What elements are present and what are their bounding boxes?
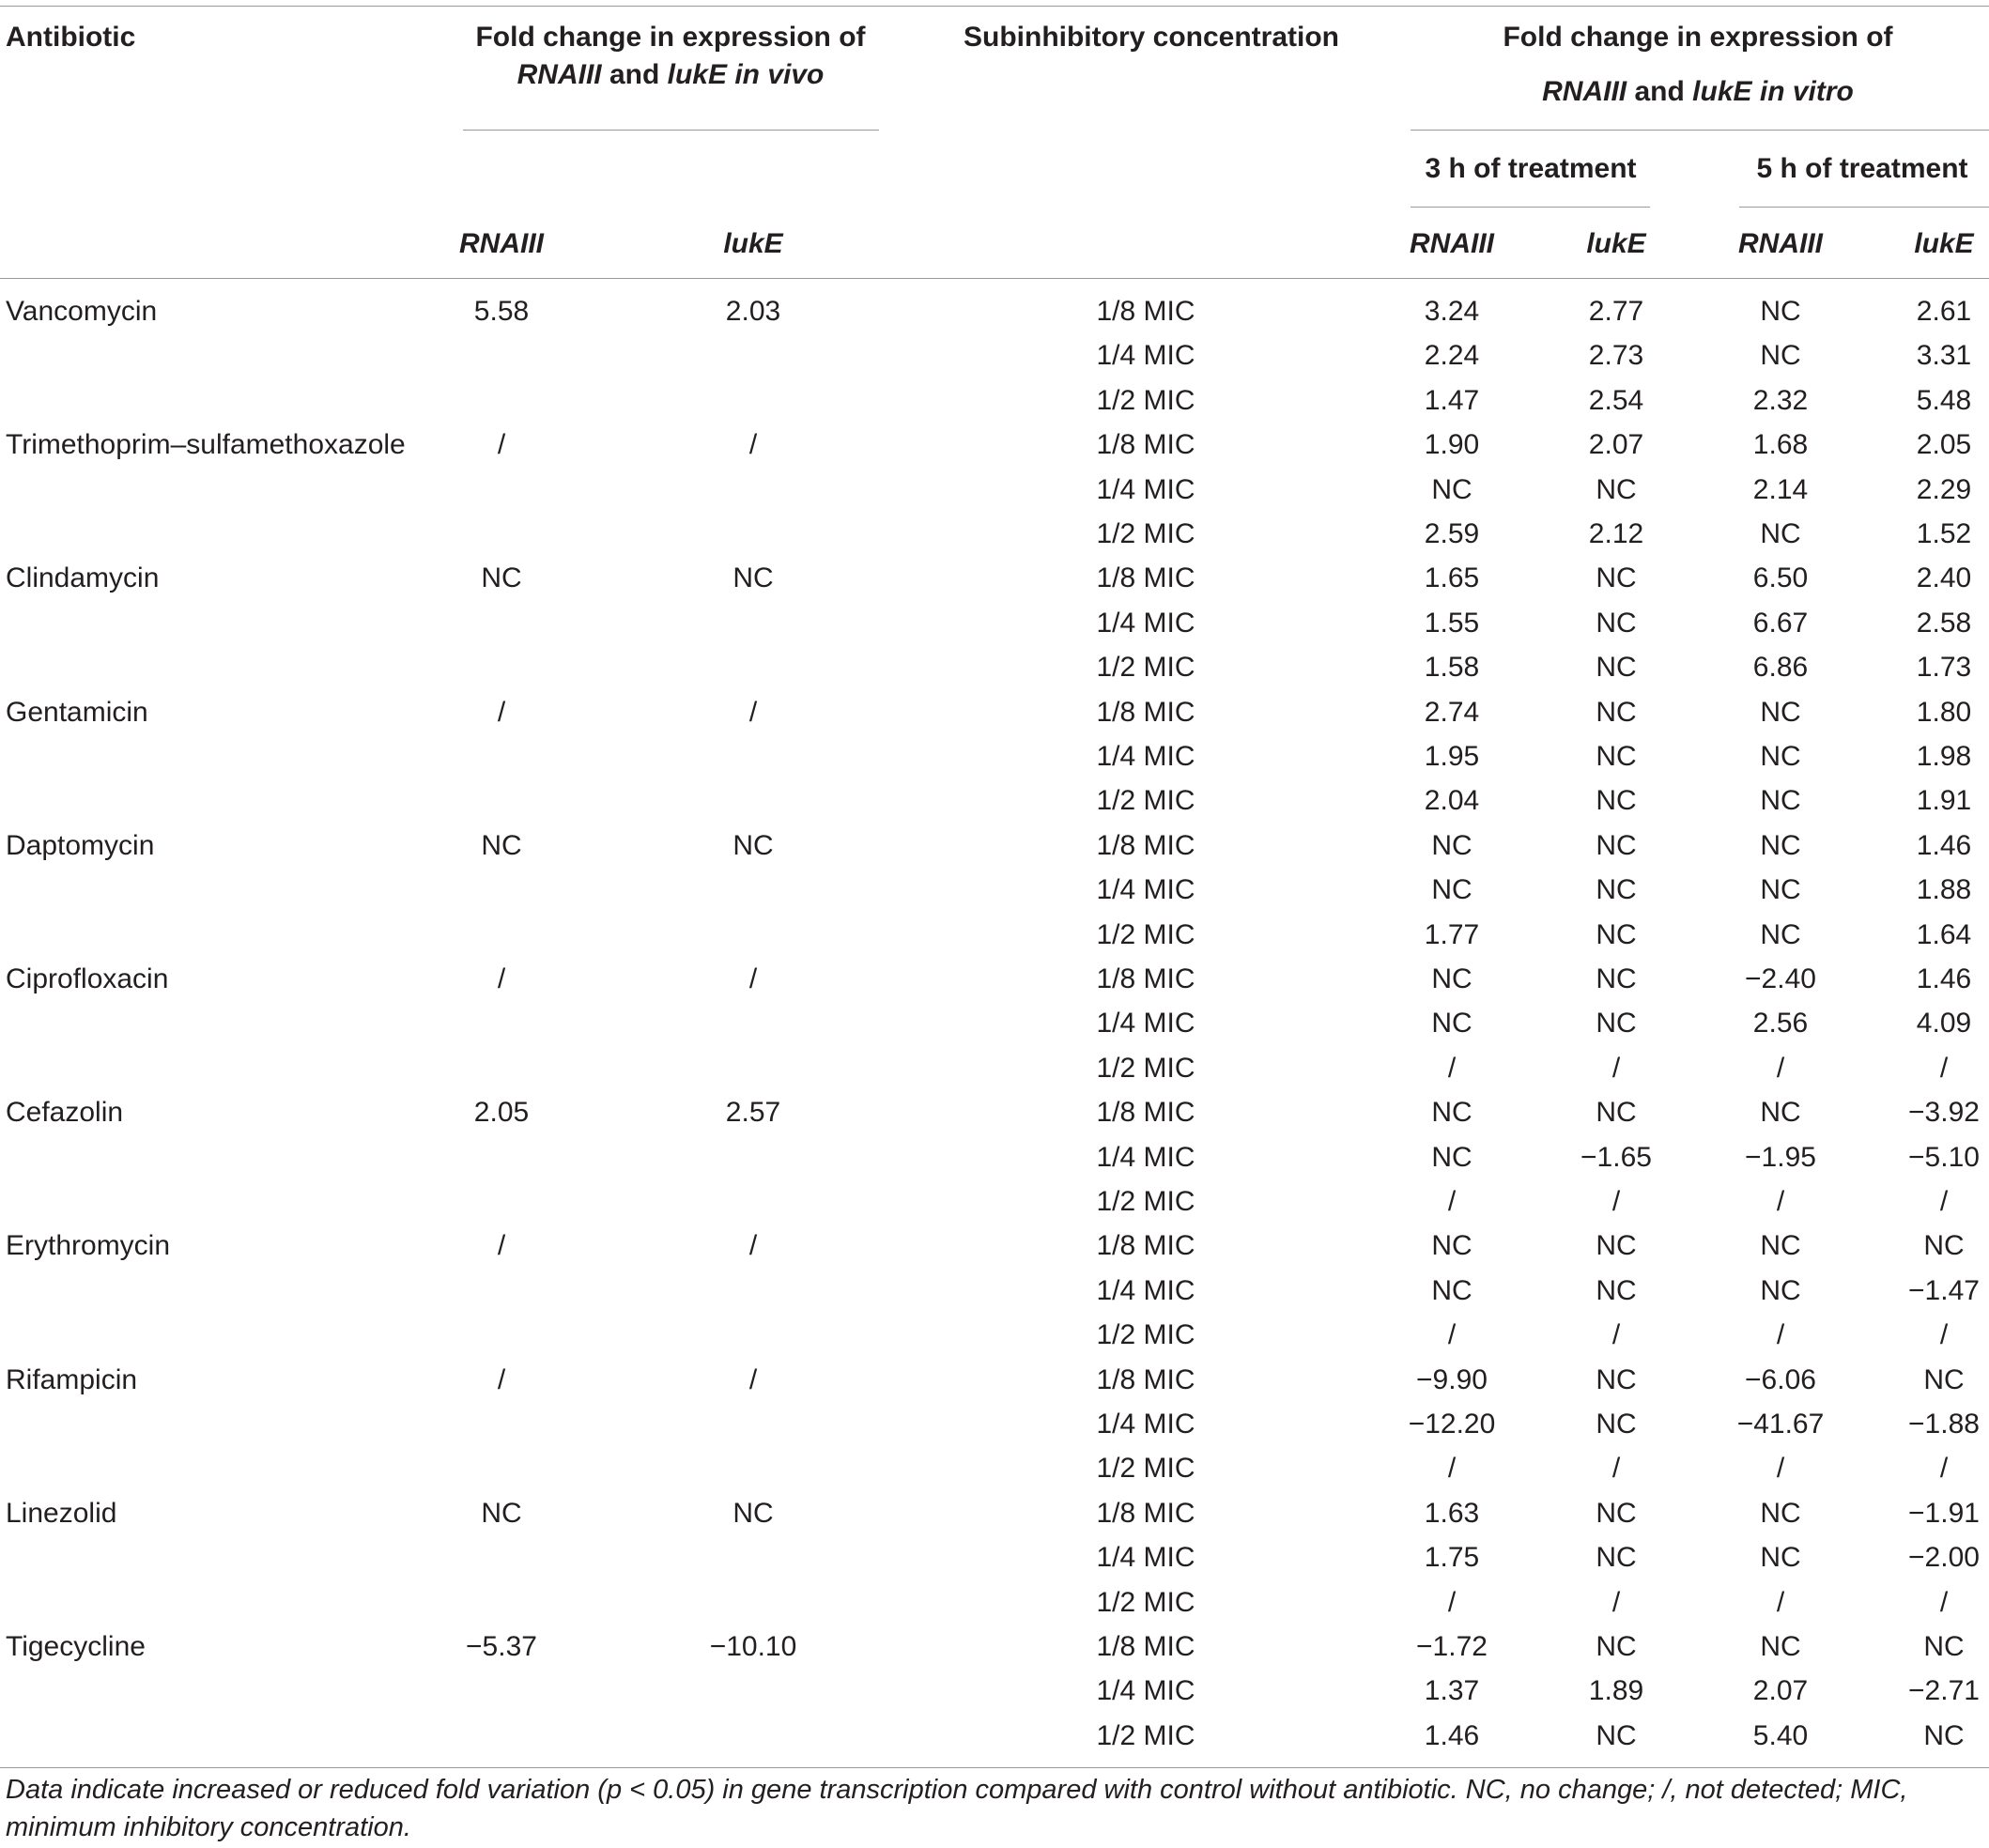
- cell-3h-luke: 2.73: [1588, 340, 1644, 372]
- cell-5h-luke: −2.00: [1908, 1542, 1980, 1574]
- table-footnote: Data indicate increased or reduced fold variation (p < 0.05) in gene transcription compared with control without antibiotic. NC, no change; /, not detected; MIC, minimum inhibitory concentration.: [6, 1775, 1908, 1842]
- cell-3h-luke: NC: [1596, 963, 1637, 994]
- cell-5h-rnaiii: NC: [1760, 1631, 1801, 1662]
- cell-5h-luke: 3.31: [1916, 340, 1972, 372]
- cell-5h-rnaiii: /: [1776, 1052, 1785, 1084]
- cell-vivo-rnaiii: /: [497, 1363, 506, 1395]
- cell-5h-luke: 2.61: [1916, 296, 1972, 327]
- cell-concentration: 1/2 MIC: [1096, 1052, 1195, 1084]
- header-3h-rnaiii: RNAIII: [1410, 228, 1494, 259]
- header-bottom-rule: [0, 278, 1989, 279]
- cell-concentration: 1/4 MIC: [1096, 473, 1195, 505]
- cell-concentration: 1/2 MIC: [1096, 1319, 1195, 1351]
- cell-3h-rnaiii: /: [1447, 1186, 1457, 1217]
- cell-concentration: 1/4 MIC: [1096, 607, 1195, 639]
- cell-vivo-luke: /: [748, 963, 758, 994]
- cell-5h-rnaiii: NC: [1760, 741, 1801, 772]
- cell-concentration: 1/4 MIC: [1096, 1409, 1195, 1440]
- cell-concentration: 1/4 MIC: [1096, 1542, 1195, 1574]
- cell-5h-luke: −3.92: [1908, 1097, 1980, 1129]
- cell-vivo-luke: NC: [732, 562, 774, 594]
- antibiotic-name: Rifampicin: [6, 1363, 138, 1395]
- cell-3h-rnaiii: /: [1447, 1052, 1457, 1084]
- antibiotic-name: Tigecycline: [6, 1631, 146, 1662]
- cell-3h-rnaiii: 1.65: [1424, 562, 1480, 594]
- header-vivo-luke: lukE: [723, 228, 783, 259]
- cell-3h-rnaiii: 1.90: [1424, 429, 1480, 461]
- cell-3h-rnaiii: NC: [1431, 1008, 1472, 1040]
- cell-5h-rnaiii: /: [1776, 1319, 1785, 1351]
- cell-3h-luke: NC: [1596, 1542, 1637, 1574]
- cell-5h-rnaiii: NC: [1760, 1097, 1801, 1129]
- header-in-vitro-line2: RNAIII and lukE in vitro: [1542, 76, 1854, 107]
- top-rule: [0, 6, 1989, 7]
- cell-5h-rnaiii: NC: [1760, 518, 1801, 549]
- cell-5h-luke: 2.58: [1916, 607, 1972, 639]
- cell-vivo-rnaiii: 5.58: [473, 296, 530, 327]
- cell-3h-luke: NC: [1596, 874, 1637, 906]
- cell-concentration: 1/2 MIC: [1096, 1719, 1195, 1751]
- antibiotic-name: Ciprofloxacin: [6, 963, 169, 994]
- cell-3h-rnaiii: NC: [1431, 1141, 1472, 1173]
- cell-3h-rnaiii: 2.24: [1424, 340, 1480, 372]
- cell-3h-luke: /: [1611, 1052, 1621, 1084]
- cell-3h-rnaiii: NC: [1431, 874, 1472, 906]
- cell-5h-luke: 2.05: [1916, 429, 1972, 461]
- cell-3h-luke: −1.65: [1580, 1141, 1652, 1173]
- cell-3h-luke: 1.89: [1588, 1675, 1644, 1707]
- cell-3h-luke: NC: [1596, 652, 1637, 684]
- cell-concentration: 1/4 MIC: [1096, 741, 1195, 772]
- cell-5h-luke: /: [1939, 1586, 1949, 1618]
- cell-5h-rnaiii: NC: [1760, 340, 1801, 372]
- cell-3h-rnaiii: /: [1447, 1586, 1457, 1618]
- cell-vivo-luke: NC: [732, 829, 774, 861]
- cell-5h-rnaiii: /: [1776, 1586, 1785, 1618]
- header-3h-luke: lukE: [1586, 228, 1646, 259]
- cell-5h-rnaiii: NC: [1760, 785, 1801, 817]
- cell-3h-rnaiii: 1.75: [1424, 1542, 1480, 1574]
- cell-3h-luke: NC: [1596, 741, 1637, 772]
- cell-5h-rnaiii: NC: [1760, 829, 1801, 861]
- cell-vivo-luke: /: [748, 1230, 758, 1262]
- cell-concentration: 1/2 MIC: [1096, 1453, 1195, 1485]
- body-bottom-rule: [0, 1767, 1989, 1768]
- cell-concentration: 1/4 MIC: [1096, 1274, 1195, 1306]
- cell-3h-luke: NC: [1596, 607, 1637, 639]
- antibiotic-name: Vancomycin: [6, 296, 158, 327]
- cell-5h-rnaiii: −1.95: [1745, 1141, 1816, 1173]
- cell-3h-luke: /: [1611, 1586, 1621, 1618]
- cell-vivo-rnaiii: NC: [481, 1497, 522, 1529]
- cell-5h-luke: 2.29: [1916, 473, 1972, 505]
- cell-3h-rnaiii: 1.77: [1424, 918, 1480, 950]
- cell-concentration: 1/8 MIC: [1096, 1631, 1195, 1662]
- cell-5h-rnaiii: 6.86: [1752, 652, 1809, 684]
- cell-3h-luke: NC: [1596, 1363, 1637, 1395]
- cell-5h-luke: 1.91: [1916, 785, 1972, 817]
- cell-vivo-rnaiii: /: [497, 963, 506, 994]
- cell-vivo-luke: −10.10: [709, 1631, 797, 1662]
- antibiotic-name: Daptomycin: [6, 829, 155, 861]
- cell-vivo-luke: 2.03: [725, 296, 781, 327]
- cell-5h-luke: −2.71: [1908, 1675, 1980, 1707]
- cell-concentration: 1/8 MIC: [1096, 1497, 1195, 1529]
- cell-concentration: 1/2 MIC: [1096, 518, 1195, 549]
- cell-3h-luke: NC: [1596, 1230, 1637, 1262]
- cell-5h-rnaiii: −6.06: [1745, 1363, 1816, 1395]
- cell-5h-luke: −5.10: [1908, 1141, 1980, 1173]
- cell-vivo-rnaiii: NC: [481, 562, 522, 594]
- cell-3h-luke: NC: [1596, 562, 1637, 594]
- in-vivo-group-rule: [463, 130, 879, 131]
- cell-5h-rnaiii: NC: [1760, 296, 1801, 327]
- cell-3h-luke: NC: [1596, 1719, 1637, 1751]
- cell-5h-luke: NC: [1923, 1363, 1965, 1395]
- cell-3h-rnaiii: NC: [1431, 473, 1472, 505]
- cell-5h-luke: 1.46: [1916, 963, 1972, 994]
- cell-3h-rnaiii: 2.74: [1424, 696, 1480, 728]
- cell-5h-rnaiii: 6.50: [1752, 562, 1809, 594]
- cell-3h-rnaiii: 1.46: [1424, 1719, 1480, 1751]
- cell-5h-luke: NC: [1923, 1719, 1965, 1751]
- cell-5h-rnaiii: 2.14: [1752, 473, 1809, 505]
- cell-3h-luke: NC: [1596, 696, 1637, 728]
- cell-5h-rnaiii: NC: [1760, 874, 1801, 906]
- cell-concentration: 1/4 MIC: [1096, 1141, 1195, 1173]
- cell-5h-luke: 1.80: [1916, 696, 1972, 728]
- cell-5h-luke: −1.91: [1908, 1497, 1980, 1529]
- cell-5h-rnaiii: NC: [1760, 696, 1801, 728]
- cell-3h-rnaiii: 1.55: [1424, 607, 1480, 639]
- cell-5h-rnaiii: NC: [1760, 1230, 1801, 1262]
- cell-concentration: 1/2 MIC: [1096, 785, 1195, 817]
- cell-3h-luke: /: [1611, 1319, 1621, 1351]
- cell-concentration: 1/8 MIC: [1096, 296, 1195, 327]
- cell-5h-luke: 1.73: [1916, 652, 1972, 684]
- cell-5h-rnaiii: NC: [1760, 1497, 1801, 1529]
- cell-5h-luke: 4.09: [1916, 1008, 1972, 1040]
- cell-concentration: 1/4 MIC: [1096, 1008, 1195, 1040]
- header-in-vivo-line1: Fold change in expression of: [475, 22, 866, 53]
- cell-3h-luke: NC: [1596, 473, 1637, 505]
- header-in-vivo-line2: RNAIII and lukE in vivo: [517, 59, 825, 90]
- in-vitro-group-rule: [1411, 130, 1989, 131]
- cell-3h-luke: /: [1611, 1186, 1621, 1217]
- cell-5h-luke: 1.46: [1916, 829, 1972, 861]
- cell-concentration: 1/8 MIC: [1096, 829, 1195, 861]
- header-antibiotic: Antibiotic: [6, 22, 136, 53]
- cell-3h-rnaiii: NC: [1431, 1230, 1472, 1262]
- cell-5h-luke: /: [1939, 1186, 1949, 1217]
- cell-5h-rnaiii: 5.40: [1752, 1719, 1809, 1751]
- cell-3h-rnaiii: 1.37: [1424, 1675, 1480, 1707]
- cell-concentration: 1/8 MIC: [1096, 963, 1195, 994]
- cell-vivo-luke: /: [748, 1363, 758, 1395]
- cell-vivo-rnaiii: /: [497, 1230, 506, 1262]
- cell-3h-luke: 2.77: [1588, 296, 1644, 327]
- cell-3h-rnaiii: 1.58: [1424, 652, 1480, 684]
- cell-concentration: 1/2 MIC: [1096, 1186, 1195, 1217]
- cell-3h-luke: /: [1611, 1453, 1621, 1485]
- cell-concentration: 1/8 MIC: [1096, 696, 1195, 728]
- cell-vivo-luke: NC: [732, 1497, 774, 1529]
- cell-3h-rnaiii: −12.20: [1408, 1409, 1496, 1440]
- antibiotic-name: Trimethoprim–sulfamethoxazole: [6, 429, 406, 461]
- antibiotic-name: Clindamycin: [6, 562, 160, 594]
- cell-3h-luke: NC: [1596, 829, 1637, 861]
- header-in-vitro-line1: Fold change in expression of: [1503, 22, 1893, 53]
- antibiotic-name: Cefazolin: [6, 1097, 124, 1129]
- cell-5h-rnaiii: 1.68: [1752, 429, 1809, 461]
- cell-5h-luke: 1.88: [1916, 874, 1972, 906]
- cell-5h-rnaiii: 2.56: [1752, 1008, 1809, 1040]
- cell-3h-rnaiii: 1.47: [1424, 384, 1480, 416]
- cell-concentration: 1/8 MIC: [1096, 1097, 1195, 1129]
- cell-3h-luke: NC: [1596, 918, 1637, 950]
- antibiotic-name: Erythromycin: [6, 1230, 171, 1262]
- cell-3h-luke: NC: [1596, 785, 1637, 817]
- cell-vivo-rnaiii: NC: [481, 829, 522, 861]
- cell-concentration: 1/4 MIC: [1096, 1675, 1195, 1707]
- cell-vivo-luke: /: [748, 429, 758, 461]
- cell-3h-luke: 2.07: [1588, 429, 1644, 461]
- cell-5h-luke: −1.47: [1908, 1274, 1980, 1306]
- cell-3h-rnaiii: −1.72: [1416, 1631, 1488, 1662]
- cell-3h-rnaiii: NC: [1431, 963, 1472, 994]
- cell-3h-luke: NC: [1596, 1409, 1637, 1440]
- cell-5h-luke: −1.88: [1908, 1409, 1980, 1440]
- cell-5h-rnaiii: 2.07: [1752, 1675, 1809, 1707]
- cell-concentration: 1/2 MIC: [1096, 384, 1195, 416]
- cell-3h-rnaiii: NC: [1431, 1274, 1472, 1306]
- cell-3h-luke: NC: [1596, 1497, 1637, 1529]
- antibiotic-name: Gentamicin: [6, 696, 148, 728]
- header-subinhibitory: Subinhibitory concentration: [964, 22, 1340, 53]
- cell-5h-luke: 2.40: [1916, 562, 1972, 594]
- cell-3h-luke: 2.12: [1588, 518, 1644, 549]
- cell-vivo-rnaiii: /: [497, 696, 506, 728]
- cell-vivo-rnaiii: −5.37: [466, 1631, 537, 1662]
- cell-3h-rnaiii: /: [1447, 1453, 1457, 1485]
- cell-concentration: 1/8 MIC: [1096, 1363, 1195, 1395]
- cell-5h-rnaiii: 6.67: [1752, 607, 1809, 639]
- cell-5h-rnaiii: NC: [1760, 1542, 1801, 1574]
- cell-5h-rnaiii: /: [1776, 1453, 1785, 1485]
- cell-5h-luke: NC: [1923, 1230, 1965, 1262]
- cell-3h-rnaiii: 2.59: [1424, 518, 1480, 549]
- cell-5h-rnaiii: NC: [1760, 1274, 1801, 1306]
- cell-3h-rnaiii: 2.04: [1424, 785, 1480, 817]
- cell-concentration: 1/2 MIC: [1096, 918, 1195, 950]
- cell-3h-luke: NC: [1596, 1008, 1637, 1040]
- cell-5h-rnaiii: /: [1776, 1186, 1785, 1217]
- header-5h-treatment: 5 h of treatment: [1756, 153, 1968, 184]
- cell-5h-luke: 5.48: [1916, 384, 1972, 416]
- header-5h-rnaiii: RNAIII: [1738, 228, 1823, 259]
- cell-5h-luke: 1.52: [1916, 518, 1972, 549]
- cell-5h-luke: /: [1939, 1052, 1949, 1084]
- cell-3h-luke: NC: [1596, 1631, 1637, 1662]
- cell-concentration: 1/8 MIC: [1096, 1230, 1195, 1262]
- cell-concentration: 1/4 MIC: [1096, 340, 1195, 372]
- cell-5h-luke: 1.98: [1916, 741, 1972, 772]
- treatment-5h-rule: [1739, 207, 1989, 208]
- cell-5h-luke: NC: [1923, 1631, 1965, 1662]
- header-vivo-rnaiii: RNAIII: [459, 228, 544, 259]
- cell-3h-luke: 2.54: [1588, 384, 1644, 416]
- cell-vivo-rnaiii: 2.05: [473, 1097, 530, 1129]
- cell-concentration: 1/8 MIC: [1096, 562, 1195, 594]
- cell-5h-rnaiii: 2.32: [1752, 384, 1809, 416]
- cell-3h-rnaiii: −9.90: [1416, 1363, 1488, 1395]
- antibiotic-name: Linezolid: [6, 1497, 117, 1529]
- cell-5h-rnaiii: −41.67: [1736, 1409, 1825, 1440]
- cell-concentration: 1/8 MIC: [1096, 429, 1195, 461]
- cell-5h-luke: /: [1939, 1453, 1949, 1485]
- cell-concentration: 1/2 MIC: [1096, 652, 1195, 684]
- cell-3h-rnaiii: 1.63: [1424, 1497, 1480, 1529]
- cell-5h-rnaiii: −2.40: [1745, 963, 1816, 994]
- cell-3h-rnaiii: /: [1447, 1319, 1457, 1351]
- cell-vivo-luke: /: [748, 696, 758, 728]
- cell-3h-rnaiii: NC: [1431, 1097, 1472, 1129]
- header-5h-luke: lukE: [1914, 228, 1974, 259]
- cell-5h-rnaiii: NC: [1760, 918, 1801, 950]
- cell-concentration: 1/2 MIC: [1096, 1586, 1195, 1618]
- header-3h-treatment: 3 h of treatment: [1425, 153, 1637, 184]
- cell-3h-rnaiii: NC: [1431, 829, 1472, 861]
- cell-3h-rnaiii: 3.24: [1424, 296, 1480, 327]
- treatment-3h-rule: [1411, 207, 1650, 208]
- cell-concentration: 1/4 MIC: [1096, 874, 1195, 906]
- cell-3h-luke: NC: [1596, 1274, 1637, 1306]
- cell-3h-rnaiii: 1.95: [1424, 741, 1480, 772]
- cell-5h-luke: 1.64: [1916, 918, 1972, 950]
- cell-vivo-luke: 2.57: [725, 1097, 781, 1129]
- cell-vivo-rnaiii: /: [497, 429, 506, 461]
- cell-5h-luke: /: [1939, 1319, 1949, 1351]
- cell-3h-luke: NC: [1596, 1097, 1637, 1129]
